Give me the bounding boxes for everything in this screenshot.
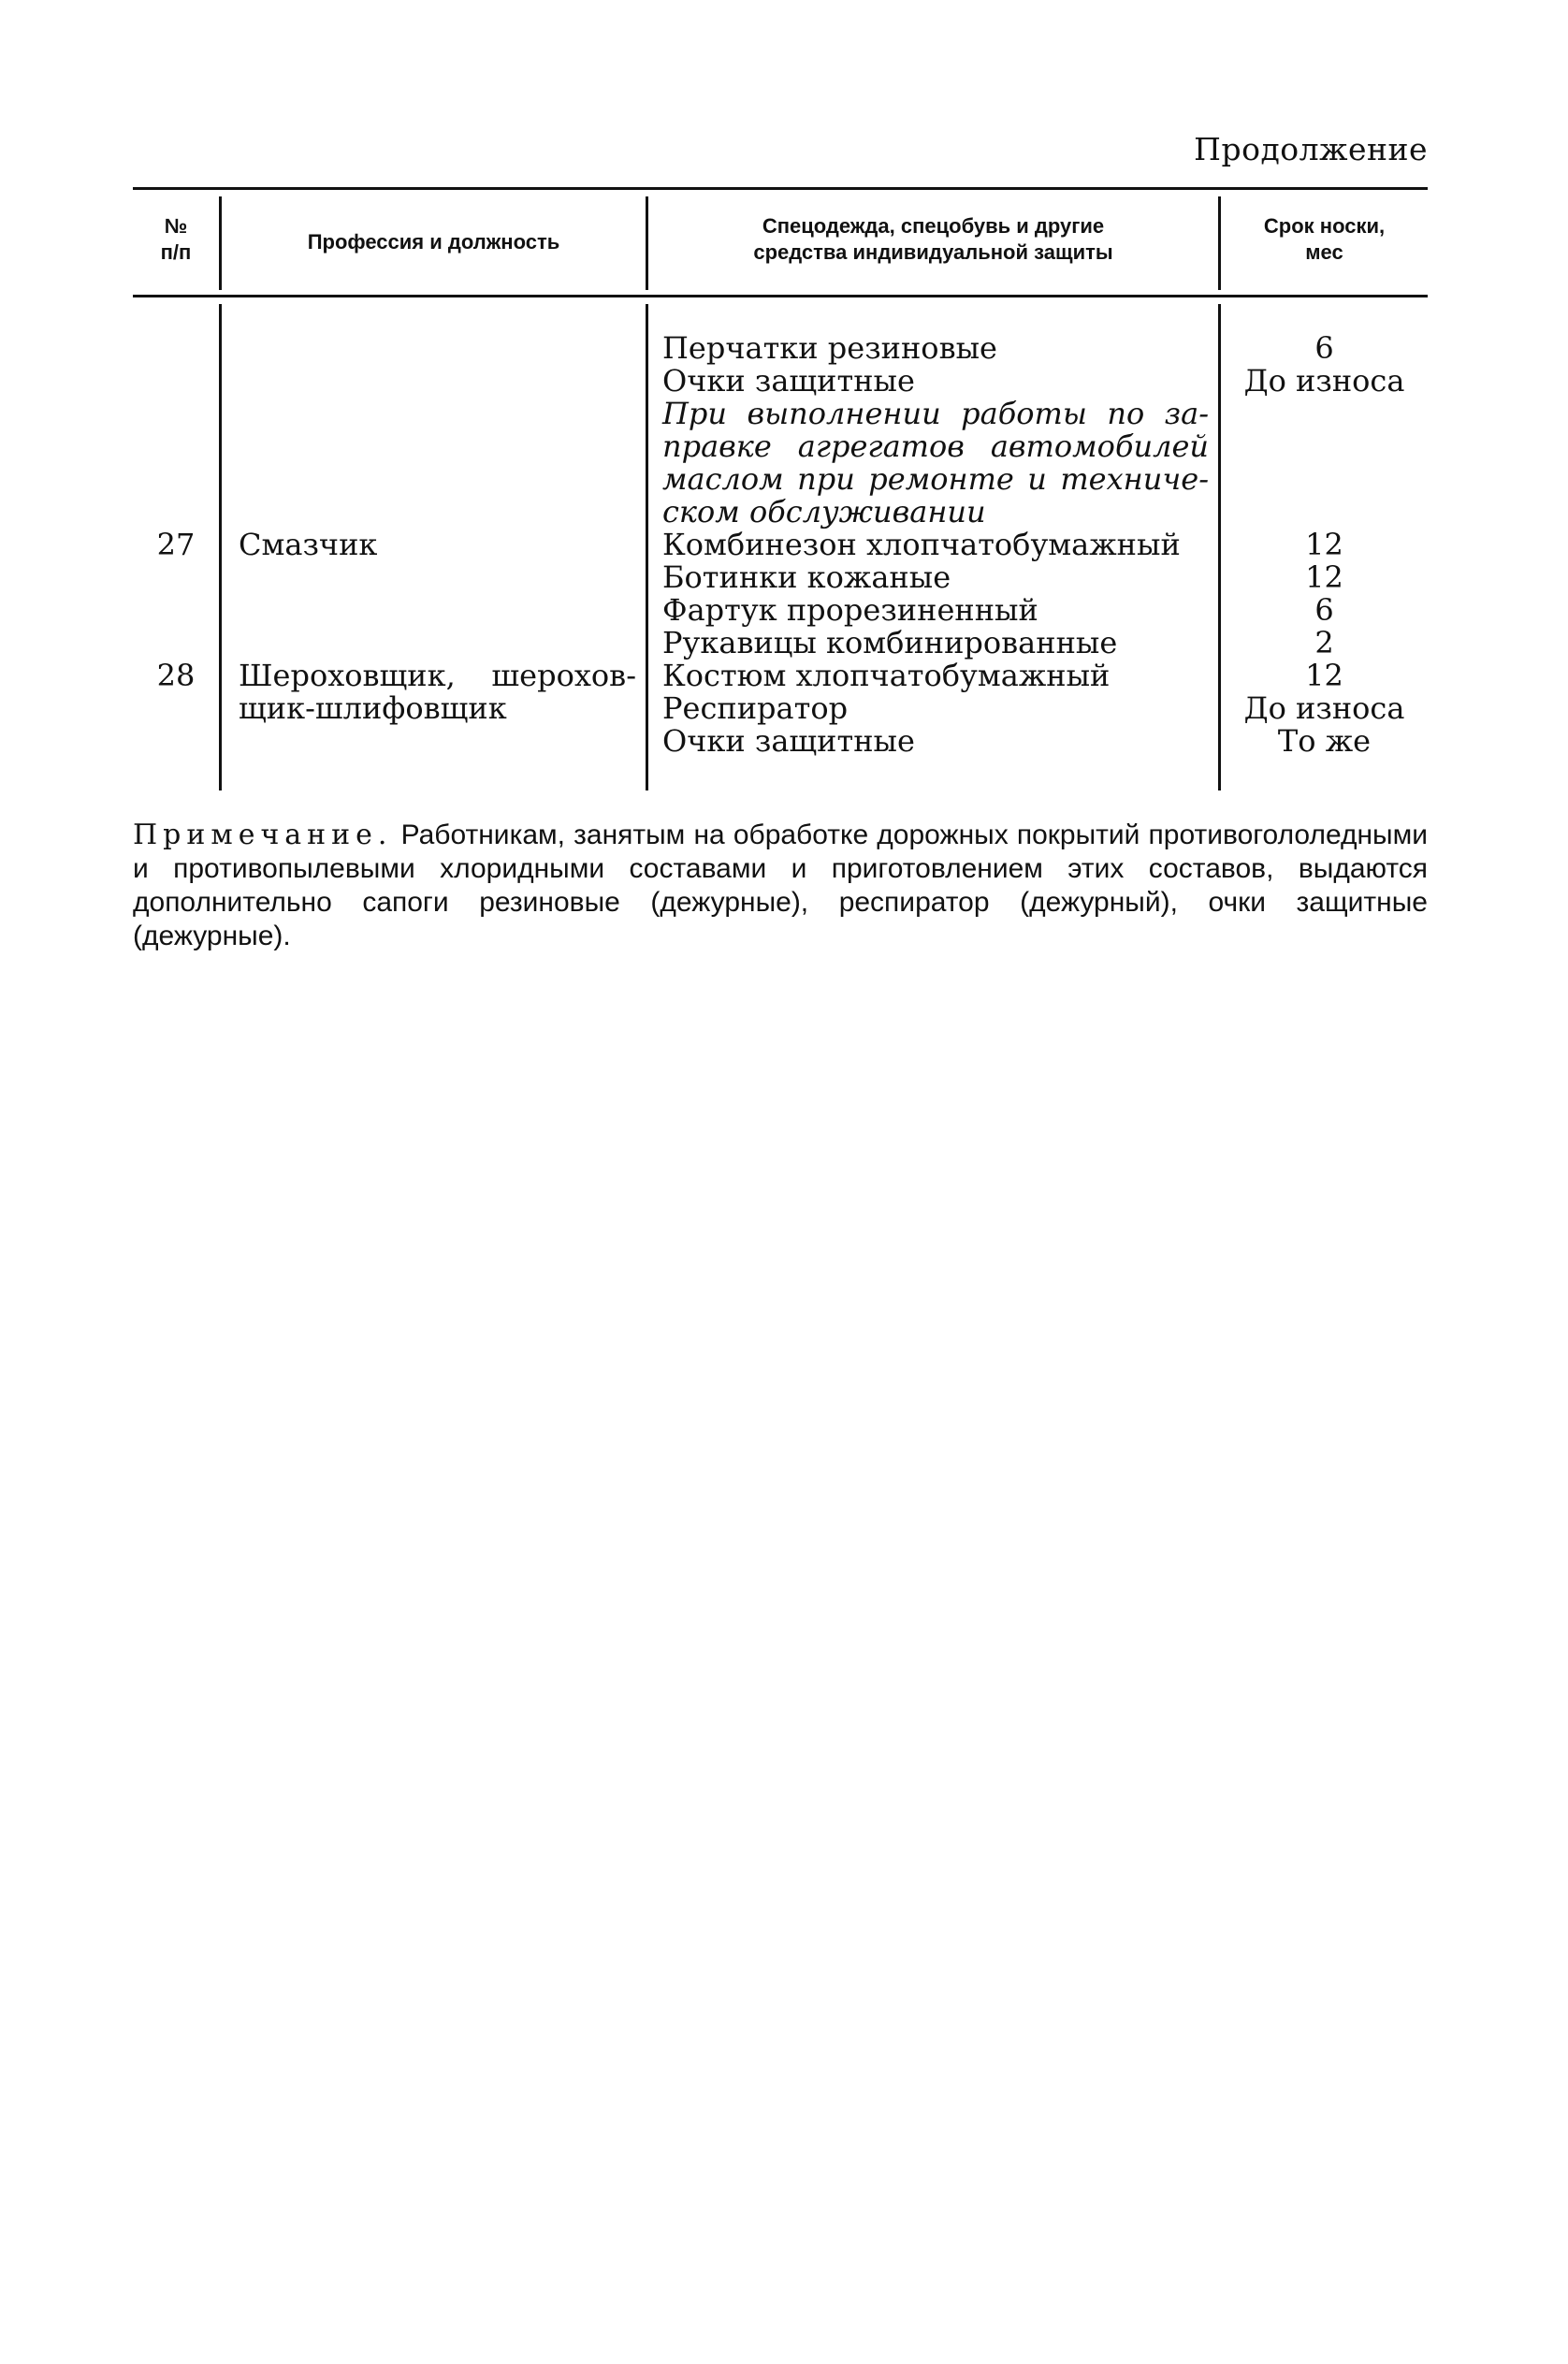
header-num-line2: п/п	[160, 240, 192, 264]
item-apron: Фартук прорезиненный	[662, 592, 1038, 628]
condition-line-2: правке агрегатов автомобилей	[662, 428, 1209, 464]
header-profession: Профессия и должность	[307, 230, 560, 254]
term-respirator: До износа	[1243, 690, 1405, 726]
header-equipment	[648, 213, 1218, 266]
table-top-rule	[133, 187, 1428, 190]
term-suit: 12	[1305, 658, 1343, 693]
row-28-profession-line2: щик-шлифовщик	[239, 690, 507, 726]
item-suit: Костюм хлопчатобумажный	[662, 658, 1111, 693]
condition-line-4: ском обслуживании	[662, 494, 986, 529]
header-equipment-line1: Спецодежда, спецобувь и другие	[762, 214, 1105, 238]
term-boots: 12	[1305, 559, 1343, 595]
table-header-rule	[133, 295, 1428, 297]
row-27-profession: Смазчик	[239, 527, 378, 562]
footnote-label: Примечание.	[133, 819, 393, 851]
term-overalls: 12	[1305, 527, 1343, 562]
item-gloves: Перчатки резиновые	[662, 330, 997, 366]
item-boots: Ботинки кожаные	[662, 559, 951, 595]
term-goggles-2: То же	[1277, 723, 1372, 759]
term-apron: 6	[1314, 592, 1334, 628]
footnote	[133, 819, 1428, 953]
continuation-label: Продолжение	[1194, 131, 1428, 167]
term-goggles-1: До износа	[1243, 363, 1405, 399]
header-term-line1: Срок носки,	[1263, 214, 1386, 238]
footnote-text: Работникам, занятым на обработке дорожных покрытий противогололедными и противопылевыми хлоридными составами и приготовлением этих составов, выдаются дополнительно сапоги резиновые (дежурные), респиратор (дежурный), очки защитные (дежурные).	[133, 819, 1428, 951]
header-term	[1221, 213, 1428, 266]
condition-line-3: маслом при ремонте и техниче-	[662, 461, 1209, 497]
item-goggles-2: Очки защитные	[662, 723, 915, 759]
term-gloves: 6	[1314, 330, 1334, 366]
header-equipment-line2: средства индивидуальной защиты	[753, 240, 1113, 264]
row-28-profession-line1: Шероховщик, шерохов-	[239, 658, 636, 693]
row-28-num: 28	[156, 658, 196, 693]
item-overalls: Комбинезон хлопчатобумажный	[662, 527, 1181, 562]
condition-line-1: При выполнении работы по за-	[662, 396, 1209, 431]
item-mittens: Рукавицы комбинированные	[662, 625, 1118, 660]
header-term-line2: мес	[1305, 240, 1343, 264]
item-respirator: Респиратор	[662, 690, 849, 726]
col-divider-2-body	[646, 304, 648, 790]
header-num	[133, 213, 219, 266]
item-goggles-1: Очки защитные	[662, 363, 915, 399]
col-divider-1-body	[219, 304, 222, 790]
term-mittens: 2	[1314, 625, 1334, 660]
header-num-line1: №	[164, 214, 188, 238]
row-27-num: 27	[156, 527, 196, 562]
